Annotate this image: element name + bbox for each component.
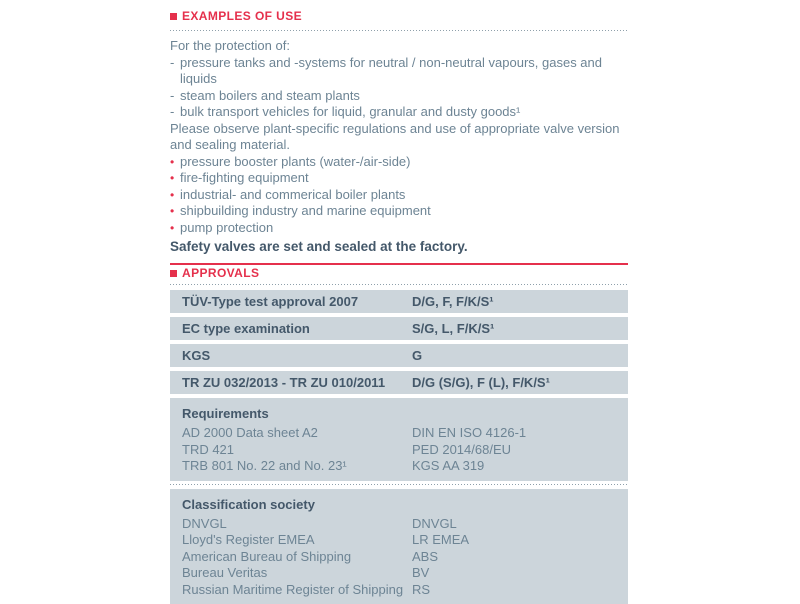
approval-row-value: G bbox=[412, 348, 628, 363]
intro-line: For the protection of: bbox=[170, 38, 628, 55]
classification-abbr: RS bbox=[412, 582, 616, 599]
bullet-item-text: industrial- and commerical boiler plants bbox=[180, 187, 628, 204]
requirement-left: AD 2000 Data sheet A2 bbox=[182, 425, 412, 442]
approval-row bbox=[170, 290, 628, 313]
classification-abbr: DNVGL bbox=[412, 516, 616, 533]
requirements-row bbox=[182, 425, 616, 442]
approvals-table bbox=[170, 290, 628, 394]
classification-society: Lloyd's Register EMEA bbox=[182, 532, 412, 549]
dash-list-item bbox=[170, 88, 628, 105]
bullet-list-item bbox=[170, 220, 628, 237]
dash-item-text: pressure tanks and -systems for neutral / non-neutral vapours, gases and liquids bbox=[180, 55, 628, 88]
section-marker-icon bbox=[170, 13, 177, 20]
requirement-right: DIN EN ISO 4126-1 bbox=[412, 425, 616, 442]
bullet-list-item bbox=[170, 170, 628, 187]
requirements-row bbox=[182, 458, 616, 475]
requirements-block bbox=[170, 398, 628, 481]
datasheet-column bbox=[170, 0, 628, 604]
approval-row-label: EC type examination bbox=[182, 321, 412, 336]
approval-row-label: TÜV-Type test approval 2007 bbox=[182, 294, 412, 309]
dash-item-text: bulk transport vehicles for liquid, granular and dusty goods¹ bbox=[180, 104, 628, 121]
dotted-divider bbox=[170, 30, 628, 31]
dash-list-item bbox=[170, 104, 628, 121]
dash-marker: - bbox=[170, 88, 180, 105]
approval-row bbox=[170, 317, 628, 340]
approvals-header bbox=[170, 267, 628, 280]
classification-society: Bureau Veritas bbox=[182, 565, 412, 582]
application-bullet-list bbox=[170, 154, 628, 237]
section-title: APPROVALS bbox=[182, 267, 259, 280]
approval-row-value: S/G, L, F/K/S¹ bbox=[412, 321, 628, 336]
dotted-divider bbox=[170, 484, 628, 485]
classification-abbr: LR EMEA bbox=[412, 532, 616, 549]
classification-society: DNVGL bbox=[182, 516, 412, 533]
bullet-icon: • bbox=[170, 187, 180, 204]
bullet-item-text: shipbuilding industry and marine equipment bbox=[180, 203, 628, 220]
classification-row bbox=[182, 565, 616, 582]
requirements-title: Requirements bbox=[182, 406, 616, 421]
classification-title: Classification society bbox=[182, 497, 616, 512]
section-title: EXAMPLES OF USE bbox=[182, 10, 302, 23]
bullet-icon: • bbox=[170, 220, 180, 237]
dash-marker: - bbox=[170, 55, 180, 88]
approval-row bbox=[170, 371, 628, 394]
dash-list-item bbox=[170, 55, 628, 88]
examples-of-use-header bbox=[170, 10, 628, 23]
approval-row-label: TR ZU 032/2013 - TR ZU 010/2011 bbox=[182, 375, 412, 390]
bullet-list-item bbox=[170, 187, 628, 204]
dash-item-text: steam boilers and steam plants bbox=[180, 88, 628, 105]
bullet-item-text: fire-fighting equipment bbox=[180, 170, 628, 187]
approval-row bbox=[170, 344, 628, 367]
classification-society: Russian Maritime Register of Shipping bbox=[182, 582, 412, 599]
classification-society: American Bureau of Shipping bbox=[182, 549, 412, 566]
classification-row bbox=[182, 549, 616, 566]
classification-abbr: ABS bbox=[412, 549, 616, 566]
classification-abbr: BV bbox=[412, 565, 616, 582]
protection-paragraph bbox=[170, 38, 628, 154]
dotted-divider bbox=[170, 284, 628, 285]
bullet-item-text: pump protection bbox=[180, 220, 628, 237]
classification-row bbox=[182, 582, 616, 599]
factory-seal-note: Safety valves are set and sealed at the factory. bbox=[170, 238, 628, 255]
requirements-row bbox=[182, 442, 616, 459]
bullet-icon: • bbox=[170, 154, 180, 171]
bullet-item-text: pressure booster plants (water-/air-side) bbox=[180, 154, 628, 171]
classification-row bbox=[182, 532, 616, 549]
dash-marker: - bbox=[170, 104, 180, 121]
approval-row-value: D/G (S/G), F (L), F/K/S¹ bbox=[412, 375, 628, 390]
bullet-list-item bbox=[170, 154, 628, 171]
classification-society-block bbox=[170, 489, 628, 604]
approval-row-label: KGS bbox=[182, 348, 412, 363]
classification-row bbox=[182, 516, 616, 533]
note-text: Please observe plant-specific regulations and use of appropriate valve version and sealing material. bbox=[170, 121, 628, 154]
requirement-right: PED 2014/68/EU bbox=[412, 442, 616, 459]
bullet-list-item bbox=[170, 203, 628, 220]
requirement-left: TRD 421 bbox=[182, 442, 412, 459]
section-marker-icon bbox=[170, 270, 177, 277]
requirement-right: KGS AA 319 bbox=[412, 458, 616, 475]
bullet-icon: • bbox=[170, 170, 180, 187]
section-separator-line bbox=[170, 263, 628, 265]
bullet-icon: • bbox=[170, 203, 180, 220]
requirement-left: TRB 801 No. 22 and No. 23¹ bbox=[182, 458, 412, 475]
approval-row-value: D/G, F, F/K/S¹ bbox=[412, 294, 628, 309]
